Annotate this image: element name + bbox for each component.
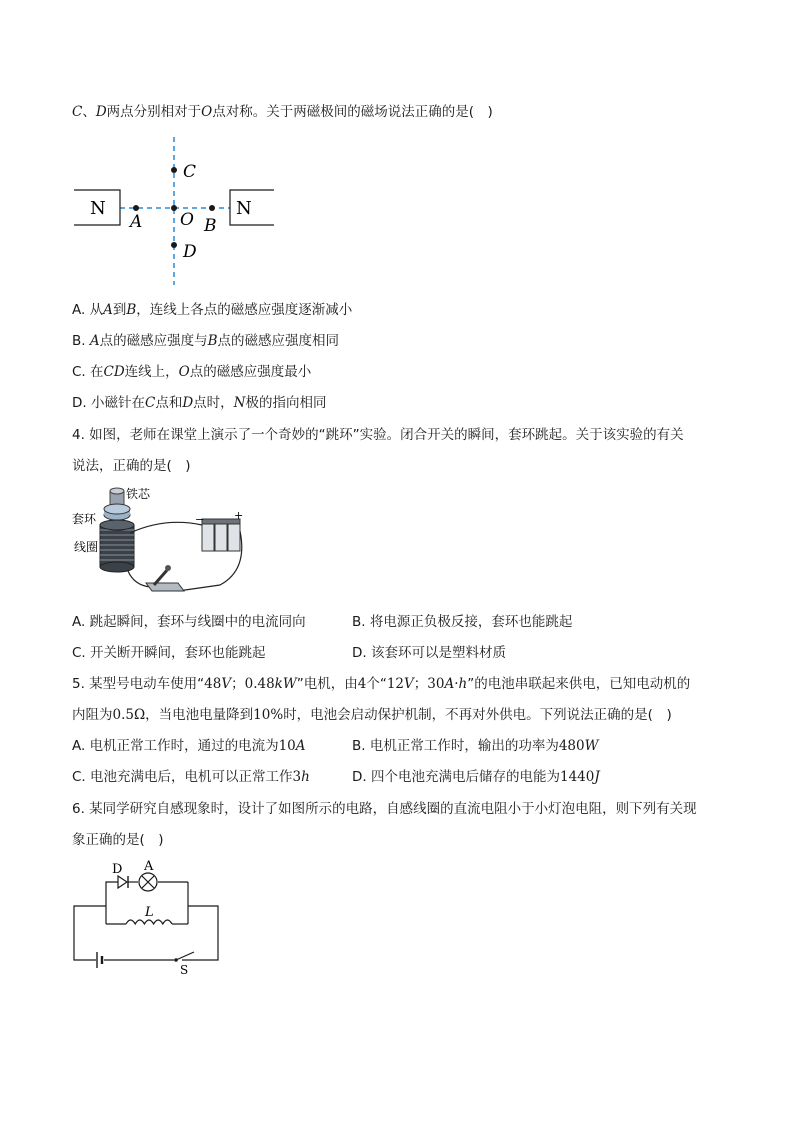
q3-stem: C、D两点分别相对于O点对称。关于两磁极间的磁场说法正确的是( ) [72,104,493,120]
battery-plus-label: + [234,509,244,522]
q6-circuit-figure [70,858,230,977]
label-lamp: A [144,859,154,874]
pole-left-label: N [90,198,106,219]
q6-stem-line1: 6. 某同学研究自感现象时，设计了如图所示的电路，自感线圈的直流电阻小于小灯泡电阻，则下列有关现 [72,801,697,817]
q4-stem-line2: 说法，正确的是( ) [72,458,191,474]
point-A [133,205,139,211]
q3-option-d: D. 小磁针在C点和D点时，N极的指向相同 [72,395,327,411]
q3-option-a: A. 从A到B，连线上各点的磁感应强度逐渐减小 [72,302,353,318]
q4-option-b: B. 将电源正负极反接，套环也能跳起 [352,614,573,630]
point-C [171,167,177,173]
q4-option-a: A. 跳起瞬间，套环与线圈中的电流同向 [72,614,306,630]
q4-option-c: C. 开关断开瞬间，套环也能跳起 [72,645,266,661]
point-O [171,205,177,211]
q5-option-a: A. 电机正常工作时，通过的电流为10A [72,738,306,754]
battery-minus-label: − [195,513,205,526]
pole-right-label: N [236,198,252,219]
q6-stem-line2: 象正确的是( ) [72,832,164,848]
q5-option-b: B. 电机正常工作时，输出的功率为480W [352,738,599,754]
q3-option-b: B. A点的磁感应强度与B点的磁感应强度相同 [72,333,340,349]
label-coil: 线圈 [74,540,99,554]
q3-option-c: C. 在CD连线上，O点的磁感应强度最小 [72,364,312,380]
q5-option-d: D. 四个电池充满电后储存的电能为1440J [352,769,600,785]
label-C: C [183,162,197,182]
label-diode: D [112,862,123,877]
label-iron-core: 铁芯 [126,487,151,501]
q5-stem-line2: 内阻为0.5Ω，当电池电量降到10%时，电池会启动保护机制，不再对外供电。下列说法正确的是( ) [72,707,672,723]
q5-option-c: C. 电池充满电后，电机可以正常工作3h [72,769,310,785]
q3-magnet-figure [70,135,280,285]
label-switch: S [180,963,189,977]
label-ring: 套环 [72,512,97,526]
q4-option-d: D. 该套环可以是塑料材质 [352,645,506,661]
q4-jumping-ring-figure [70,485,260,600]
label-D: D [183,242,197,262]
label-A: A [130,212,143,232]
label-O: O [180,210,194,230]
label-inductor: L [145,905,154,920]
point-B [209,205,215,211]
q4-stem-line1: 4. 如图，老师在课堂上演示了一个奇妙的“跳环”实验。闭合开关的瞬间，套环跳起。关于该实验的有关 [72,427,684,443]
point-D [171,242,177,248]
label-B: B [204,216,217,236]
q5-stem-line1: 5. 某型号电动车使用“48V；0.48kW”电机，由4个“12V；30A·h”的电池串联起来供电，已知电动机的 [72,676,691,692]
